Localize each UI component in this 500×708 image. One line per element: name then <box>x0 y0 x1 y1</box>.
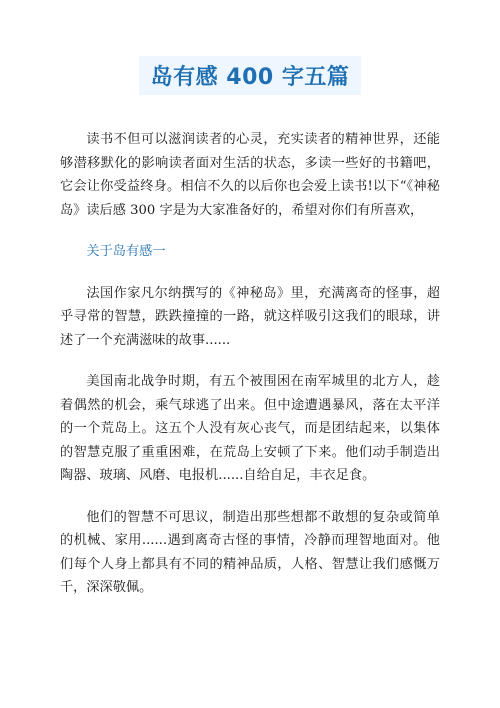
document-title: 岛有感 400 字五篇 <box>139 56 362 95</box>
body-paragraph-2: 美国南北战争时期，有五个被围困在南军城里的北方人，趁着偶然的机会，乘气球逃了出来。但中途遭遇暴风，落在太平洋的一个荒岛上。这五个人没有灰心丧气，而是团结起来，以集体的智慧克服了重重困难，在荒岛上安顿了下来。他们动手制造出陶器、玻璃、风磨、电报机......自给自足，丰衣足食。 <box>60 374 440 483</box>
intro-paragraph: 读书不但可以滋润读者的心灵，充实读者的精神世界，还能够潜移默化的影响读者面对生活的状态，多读一些好的书籍吧，它会让你受益终身。相信不久的以后你也会爱上读书!以下“《神秘岛》读后感 300 字是为大家准备好的，希望对你们有所喜欢， <box>60 132 440 218</box>
body-paragraph-1: 法国作家凡尔纳撰写的《神秘岛》里，充满离奇的怪事，超乎寻常的智慧，跌跌撞撞的一路，就这样吸引这我们的眼球，讲述了一个充满滋味的故事...... <box>60 285 440 348</box>
body-paragraph-3: 他们的智慧不可思议，制造出那些想都不敢想的复杂或简单的机械、家用......遇到离奇古怪的事情，冷静而理智地面对。他们每个人身上都具有不同的精神品质，人格、智慧让我们感慨万千，深深敬佩。 <box>60 509 440 595</box>
title-container <box>0 56 500 95</box>
section-heading: 关于岛有感一 <box>86 244 166 259</box>
document-body <box>60 128 440 618</box>
